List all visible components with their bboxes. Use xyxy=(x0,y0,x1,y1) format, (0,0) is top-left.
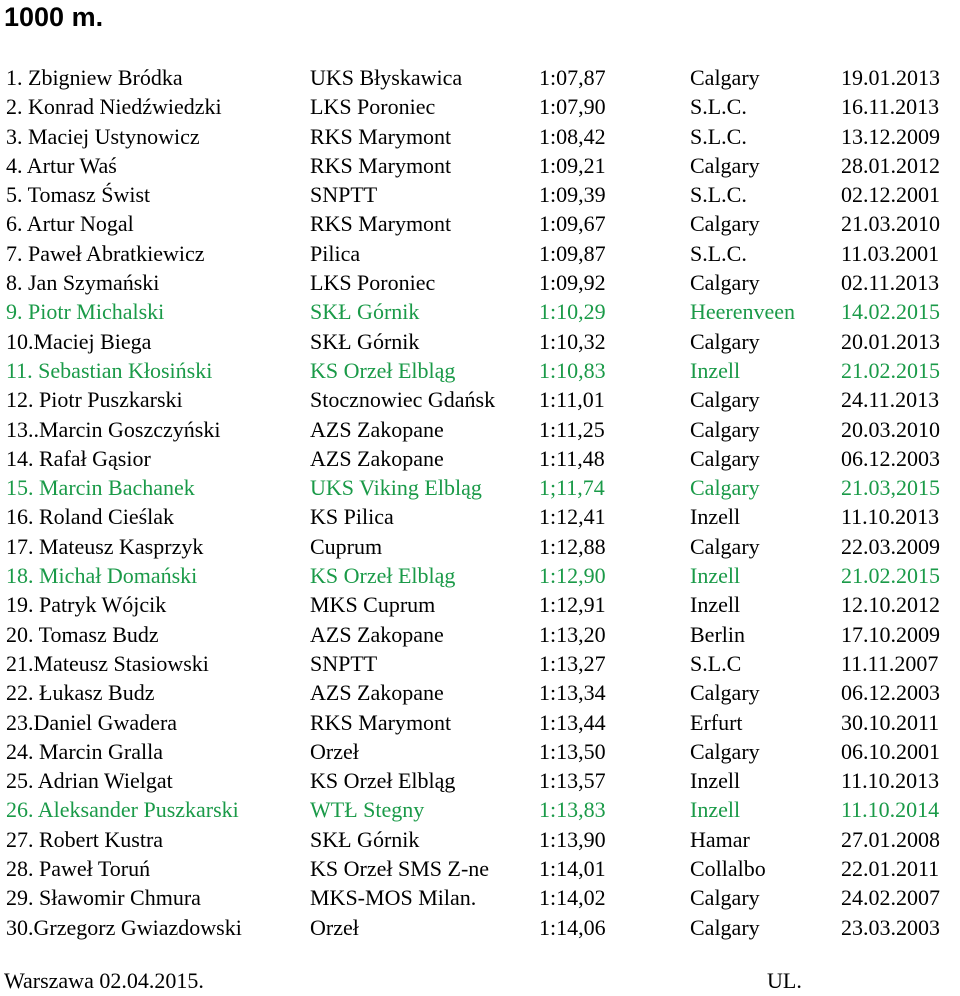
athlete-club: Cuprum xyxy=(310,533,383,559)
result-place: Calgary xyxy=(690,387,760,413)
athlete-club: KS Orzeł Elbląg xyxy=(310,357,456,383)
table-row xyxy=(0,766,960,795)
athlete-club: LKS Poroniec xyxy=(310,94,436,120)
result-place: Inzell xyxy=(690,592,741,618)
athlete-club: UKS Błyskawica xyxy=(310,65,463,90)
result-place: Hamar xyxy=(690,826,750,852)
table-row xyxy=(0,854,960,883)
result-place: Calgary xyxy=(690,328,760,354)
result-place: Berlin xyxy=(690,621,745,647)
result-time: 1:07,90 xyxy=(539,94,606,120)
table-row xyxy=(0,415,960,444)
result-date: 21.02.2015 xyxy=(841,357,940,383)
table-row xyxy=(0,590,960,619)
result-place: Inzell xyxy=(690,768,741,794)
athlete-club: RKS Marymont xyxy=(310,152,452,178)
table-row xyxy=(0,327,960,356)
athlete-name: 28. Paweł Toruń xyxy=(6,856,151,882)
table-row xyxy=(0,620,960,649)
athlete-name: 13..Marcin Goszczyński xyxy=(6,416,221,442)
athlete-club: Stocznowiec Gdańsk xyxy=(310,387,496,413)
table-row xyxy=(0,356,960,385)
athlete-name: 26. Aleksander Puszkarski xyxy=(6,797,239,823)
result-time: 1:13,20 xyxy=(539,621,606,647)
result-time: 1:13,27 xyxy=(539,650,606,676)
result-date: 06.12.2003 xyxy=(841,680,940,706)
footer-place-date: Warszawa 02.04.2015. xyxy=(4,968,204,993)
table-row xyxy=(0,825,960,854)
result-time: 1:12,88 xyxy=(539,533,606,559)
result-date: 27.01.2008 xyxy=(841,826,940,852)
result-place: Calgary xyxy=(690,211,760,237)
result-place: S.L.C. xyxy=(690,182,747,208)
result-date: 20.01.2013 xyxy=(841,328,940,354)
result-place: S.L.C xyxy=(690,650,742,676)
table-row xyxy=(0,444,960,473)
table-row xyxy=(0,473,960,502)
athlete-name: 8. Jan Szymański xyxy=(6,270,160,296)
athlete-club: AZS Zakopane xyxy=(310,621,444,647)
athlete-name: 16. Roland Cieślak xyxy=(6,504,175,530)
athlete-club: KS Orzeł Elbląg xyxy=(310,563,456,589)
athlete-club: Pilica xyxy=(310,240,361,266)
result-date: 06.12.2003 xyxy=(841,445,940,471)
athlete-name: 15. Marcin Bachanek xyxy=(6,475,195,501)
athlete-name: 7. Paweł Abratkiewicz xyxy=(6,240,205,266)
athlete-club: RKS Marymont xyxy=(310,709,452,735)
athlete-name: 6. Artur Nogal xyxy=(6,211,134,237)
athlete-name: 12. Piotr Puszkarski xyxy=(6,387,183,413)
result-date: 20.03.2010 xyxy=(841,416,940,442)
table-row xyxy=(0,795,960,824)
table-row xyxy=(0,209,960,238)
table-row xyxy=(0,239,960,268)
result-place: Calgary xyxy=(690,152,760,178)
result-date: 21.03.2010 xyxy=(841,211,940,237)
athlete-club: SKŁ Górnik xyxy=(310,826,420,852)
athlete-club: SKŁ Górnik xyxy=(310,328,420,354)
table-row xyxy=(0,502,960,531)
result-time: 1:12,41 xyxy=(539,504,606,530)
result-time: 1:09,39 xyxy=(539,182,606,208)
result-time: 1:08,42 xyxy=(539,123,606,149)
result-date: 11.03.2001 xyxy=(841,240,940,266)
result-place: Inzell xyxy=(690,563,741,589)
result-time: 1:13,83 xyxy=(539,797,606,823)
athlete-name: 23.Daniel Gwadera xyxy=(6,709,178,735)
result-place: S.L.C. xyxy=(690,240,747,266)
athlete-name: 11. Sebastian Kłosiński xyxy=(6,357,213,383)
athlete-club: AZS Zakopane xyxy=(310,416,444,442)
table-row xyxy=(0,385,960,414)
result-time: 1:12,90 xyxy=(539,563,606,589)
result-date: 22.01.2011 xyxy=(841,856,940,882)
athlete-name: 19. Patryk Wójcik xyxy=(6,592,167,618)
result-time: 1:13,50 xyxy=(539,738,606,764)
result-time: 1:10,83 xyxy=(539,357,606,383)
athlete-club: MKS-MOS Milan. xyxy=(310,885,477,911)
table-row xyxy=(0,649,960,678)
athlete-name: 30.Grzegorz Gwiazdowski xyxy=(6,914,242,940)
table-row xyxy=(0,151,960,180)
athlete-name: 25. Adrian Wielgat xyxy=(6,768,173,794)
result-date: 11.10.2014 xyxy=(841,797,940,823)
result-date: 17.10.2009 xyxy=(841,621,940,647)
table-row xyxy=(0,63,960,92)
athlete-name: 22. Łukasz Budz xyxy=(6,680,155,706)
result-time: 1:09,67 xyxy=(539,211,606,237)
result-time: 1:11,01 xyxy=(539,387,605,413)
athlete-name: 9. Piotr Michalski xyxy=(6,299,165,325)
athlete-club: WTŁ Stegny xyxy=(310,797,425,823)
result-place: Inzell xyxy=(690,504,741,530)
table-row xyxy=(0,122,960,151)
athlete-club: SNPTT xyxy=(310,650,378,676)
result-date: 11.10.2013 xyxy=(841,768,940,794)
athlete-name: 10.Maciej Biega xyxy=(6,328,152,354)
result-time: 1:09,92 xyxy=(539,270,606,296)
result-time: 1:07,87 xyxy=(539,65,606,90)
result-date: 11.10.2013 xyxy=(841,504,940,530)
athlete-club: RKS Marymont xyxy=(310,123,452,149)
athlete-club: Orzeł xyxy=(310,914,359,940)
result-time: 1:09,87 xyxy=(539,240,606,266)
athlete-name: 29. Sławomir Chmura xyxy=(6,885,201,911)
result-date: 24.02.2007 xyxy=(841,885,940,911)
result-time: 1:13,57 xyxy=(539,768,606,794)
athlete-name: 4. Artur Waś xyxy=(6,152,117,178)
result-date: 22.03.2009 xyxy=(841,533,940,559)
result-place: Calgary xyxy=(690,680,760,706)
athlete-name: 1. Zbigniew Bródka xyxy=(6,65,183,90)
athlete-name: 24. Marcin Gralla xyxy=(6,738,163,764)
athlete-name: 14. Rafał Gąsior xyxy=(6,445,151,471)
result-date: 16.11.2013 xyxy=(841,94,940,120)
result-date: 21.03,2015 xyxy=(841,475,940,501)
footer-initials: UL. xyxy=(767,968,802,993)
result-time: 1:10,32 xyxy=(539,328,606,354)
table-row xyxy=(0,180,960,209)
result-date: 13.12.2009 xyxy=(841,123,940,149)
result-place: S.L.C. xyxy=(690,94,747,120)
table-row xyxy=(0,297,960,326)
table-row xyxy=(0,913,960,942)
result-date: 19.01.2013 xyxy=(841,65,940,90)
result-time: 1;11,74 xyxy=(539,475,605,501)
result-date: 28.01.2012 xyxy=(841,152,940,178)
result-place: Calgary xyxy=(690,885,760,911)
athlete-club: UKS Viking Elbląg xyxy=(310,475,482,501)
athlete-name: 2. Konrad Niedźwiedzki xyxy=(6,94,222,120)
result-place: Heerenveen xyxy=(690,299,796,325)
result-date: 24.11.2013 xyxy=(841,387,940,413)
page-title: 1000 m. xyxy=(4,2,104,32)
result-place: Erfurt xyxy=(690,709,743,735)
result-place: Calgary xyxy=(690,914,760,940)
table-row xyxy=(0,532,960,561)
result-time: 1:14,02 xyxy=(539,885,606,911)
result-date: 23.03.2003 xyxy=(841,914,940,940)
result-place: Calgary xyxy=(690,445,760,471)
athlete-club: AZS Zakopane xyxy=(310,445,444,471)
result-place: Calgary xyxy=(690,270,760,296)
result-place: S.L.C. xyxy=(690,123,747,149)
athlete-club: Orzeł xyxy=(310,738,359,764)
athlete-club: KS Orzeł Elbląg xyxy=(310,768,456,794)
result-time: 1:13,44 xyxy=(539,709,606,735)
result-date: 11.11.2007 xyxy=(841,650,939,676)
result-time: 1:11,25 xyxy=(539,416,605,442)
table-row xyxy=(0,883,960,912)
table-row xyxy=(0,678,960,707)
result-place: Calgary xyxy=(690,533,760,559)
result-place: Calgary xyxy=(690,475,760,501)
result-date: 06.10.2001 xyxy=(841,738,940,764)
athlete-club: AZS Zakopane xyxy=(310,680,444,706)
table-row xyxy=(0,268,960,297)
table-row xyxy=(0,708,960,737)
table-row xyxy=(0,561,960,590)
result-date: 14.02.2015 xyxy=(841,299,940,325)
result-time: 1:14,01 xyxy=(539,856,606,882)
result-date: 12.10.2012 xyxy=(841,592,940,618)
athlete-name: 20. Tomasz Budz xyxy=(6,621,159,647)
result-time: 1:10,29 xyxy=(539,299,606,325)
result-date: 02.11.2013 xyxy=(841,270,940,296)
athlete-name: 18. Michał Domański xyxy=(6,563,198,589)
results-table xyxy=(0,63,960,942)
result-time: 1:13,34 xyxy=(539,680,606,706)
athlete-name: 5. Tomasz Świst xyxy=(6,182,151,208)
athlete-club: SKŁ Górnik xyxy=(310,299,420,325)
result-time: 1:12,91 xyxy=(539,592,606,618)
table-row xyxy=(0,737,960,766)
result-date: 02.12.2001 xyxy=(841,182,940,208)
result-time: 1:11,48 xyxy=(539,445,605,471)
result-place: Inzell xyxy=(690,797,741,823)
athlete-club: MKS Cuprum xyxy=(310,592,436,618)
result-time: 1:14,06 xyxy=(539,914,606,940)
result-place: Calgary xyxy=(690,416,760,442)
result-date: 30.10.2011 xyxy=(841,709,940,735)
result-time: 1:09,21 xyxy=(539,152,606,178)
table-row xyxy=(0,92,960,121)
athlete-club: LKS Poroniec xyxy=(310,270,436,296)
athlete-club: SNPTT xyxy=(310,182,378,208)
athlete-name: 27. Robert Kustra xyxy=(6,826,164,852)
athlete-name: 21.Mateusz Stasiowski xyxy=(6,650,209,676)
result-place: Collalbo xyxy=(690,856,766,882)
athlete-club: RKS Marymont xyxy=(310,211,452,237)
result-time: 1:13,90 xyxy=(539,826,606,852)
result-place: Calgary xyxy=(690,738,760,764)
athlete-name: 3. Maciej Ustynowicz xyxy=(6,123,200,149)
result-date: 21.02.2015 xyxy=(841,563,940,589)
result-place: Inzell xyxy=(690,357,741,383)
athlete-name: 17. Mateusz Kasprzyk xyxy=(6,533,204,559)
athlete-club: KS Pilica xyxy=(310,504,394,530)
athlete-club: KS Orzeł SMS Z-ne xyxy=(310,856,490,882)
result-place: Calgary xyxy=(690,65,760,90)
